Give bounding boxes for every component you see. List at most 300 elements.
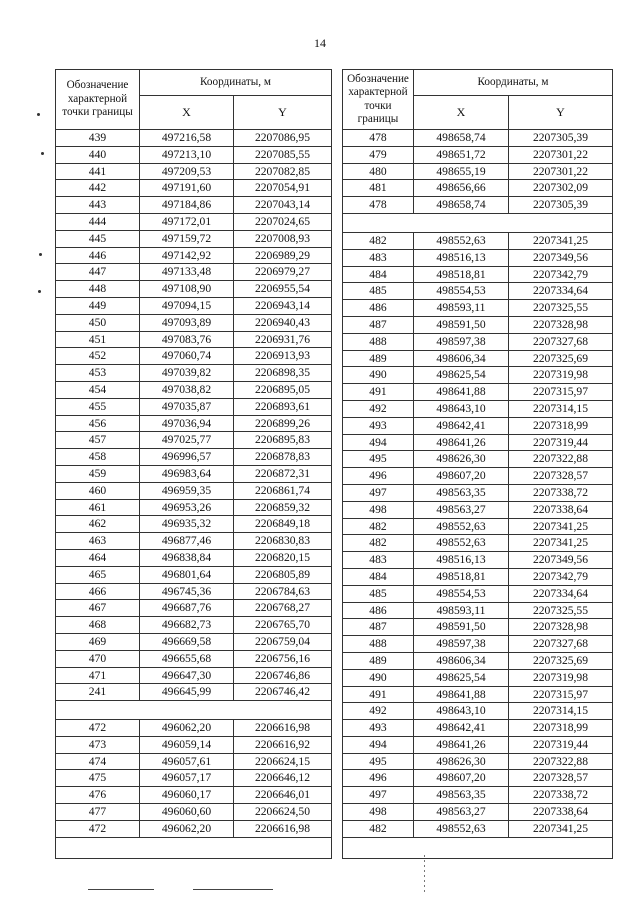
point-cell: 483: [343, 552, 414, 569]
point-cell: 469: [56, 633, 140, 650]
point-cell: 440: [56, 146, 140, 163]
table-row: [343, 300, 613, 317]
x-cell: 497060,74: [140, 348, 234, 365]
table-row: [56, 600, 332, 617]
table-row: [343, 434, 613, 451]
y-cell: 2206756,16: [234, 650, 332, 667]
x-cell: 497035,87: [140, 398, 234, 415]
coords-header: Координаты, м: [140, 70, 332, 96]
blank-cell: [343, 837, 613, 858]
y-cell: 2207341,25: [509, 232, 613, 249]
y-cell: 2207054,91: [234, 180, 332, 197]
x-cell: 496745,36: [140, 583, 234, 600]
designation-header: Обозначение характерной точки границы: [343, 70, 414, 130]
table-row: [56, 264, 332, 281]
y-cell: 2206913,93: [234, 348, 332, 365]
x-cell: 497093,89: [140, 314, 234, 331]
scan-line: [88, 889, 154, 890]
y-cell: 2207314,15: [509, 703, 613, 720]
table-row: [56, 163, 332, 180]
point-cell: 471: [56, 667, 140, 684]
table-row: [56, 297, 332, 314]
y-cell: 2207314,15: [509, 400, 613, 417]
table-row: [343, 669, 613, 686]
x-cell: 497209,53: [140, 163, 234, 180]
x-cell: 498658,74: [414, 130, 509, 147]
table-row: [343, 720, 613, 737]
point-cell: 491: [343, 686, 414, 703]
y-cell: 2207325,69: [509, 350, 613, 367]
y-cell: 2207327,68: [509, 636, 613, 653]
x-cell: 498642,41: [414, 720, 509, 737]
y-cell: 2207319,44: [509, 434, 613, 451]
y-cell: 2206872,31: [234, 465, 332, 482]
point-cell: 493: [343, 720, 414, 737]
table-row: [56, 146, 332, 163]
point-cell: 494: [343, 736, 414, 753]
x-cell: 498516,13: [414, 552, 509, 569]
point-cell: 450: [56, 314, 140, 331]
y-cell: 2207341,25: [509, 535, 613, 552]
y-cell: 2207319,44: [509, 736, 613, 753]
x-cell: 498656,66: [414, 180, 509, 197]
x-cell: 498625,54: [414, 367, 509, 384]
point-cell: 448: [56, 281, 140, 298]
x-cell: 497142,92: [140, 247, 234, 264]
table-row: [343, 652, 613, 669]
x-cell: 496062,20: [140, 820, 234, 837]
x-cell: 498591,50: [414, 619, 509, 636]
point-cell: 472: [56, 820, 140, 837]
x-cell: 498552,63: [414, 820, 509, 837]
left-coordinates-table: [55, 69, 332, 859]
table-row: [56, 650, 332, 667]
x-cell: 497191,60: [140, 180, 234, 197]
table-row: [343, 367, 613, 384]
point-cell: 492: [343, 400, 414, 417]
x-cell: 496838,84: [140, 549, 234, 566]
point-cell: 487: [343, 316, 414, 333]
table-row: [56, 247, 332, 264]
y-cell: 2207341,25: [509, 820, 613, 837]
table-row: [56, 432, 332, 449]
x-cell: 498641,88: [414, 686, 509, 703]
y-cell: 2206805,89: [234, 566, 332, 583]
table-row: [343, 535, 613, 552]
point-cell: 487: [343, 619, 414, 636]
point-cell: 442: [56, 180, 140, 197]
y-cell: 2207315,97: [509, 686, 613, 703]
scan-dots: [424, 855, 425, 893]
right-coordinates-table: [342, 69, 613, 859]
y-cell: 2207318,99: [509, 417, 613, 434]
x-cell: 498597,38: [414, 636, 509, 653]
y-cell: 2206895,05: [234, 381, 332, 398]
table-row: [343, 468, 613, 485]
x-cell: 497039,82: [140, 365, 234, 382]
point-cell: 482: [343, 820, 414, 837]
x-cell: 498626,30: [414, 451, 509, 468]
table-footer-row: [343, 837, 613, 858]
table-row: [343, 400, 613, 417]
table-row: [56, 415, 332, 432]
y-cell: 2207327,68: [509, 333, 613, 350]
scan-speck: [39, 253, 42, 256]
table-row: [56, 398, 332, 415]
table-row: [343, 619, 613, 636]
table-row: [56, 787, 332, 804]
y-cell: 2206943,14: [234, 297, 332, 314]
x-cell: 498655,19: [414, 163, 509, 180]
point-cell: 482: [343, 518, 414, 535]
x-cell: 498518,81: [414, 266, 509, 283]
table-row: [56, 365, 332, 382]
table-row: [56, 549, 332, 566]
y-cell: 2207349,56: [509, 552, 613, 569]
table-row: [343, 736, 613, 753]
point-cell: 455: [56, 398, 140, 415]
point-cell: 478: [343, 130, 414, 147]
x-cell: 496057,61: [140, 753, 234, 770]
table-row: [343, 568, 613, 585]
x-cell: 498607,20: [414, 770, 509, 787]
table-row: [343, 484, 613, 501]
y-cell: 2207338,72: [509, 787, 613, 804]
x-cell: 497036,94: [140, 415, 234, 432]
x-cell: 498593,11: [414, 300, 509, 317]
point-cell: 495: [343, 451, 414, 468]
table-row: [343, 686, 613, 703]
point-cell: 439: [56, 130, 140, 147]
y-cell: 2207024,65: [234, 213, 332, 230]
point-cell: 484: [343, 266, 414, 283]
x-cell: 496801,64: [140, 566, 234, 583]
point-cell: 498: [343, 501, 414, 518]
table-row: [56, 314, 332, 331]
table-row: [56, 684, 332, 701]
point-cell: 451: [56, 331, 140, 348]
table-row: [343, 820, 613, 837]
x-cell: 497133,48: [140, 264, 234, 281]
point-cell: 489: [343, 652, 414, 669]
table-row: [56, 533, 332, 550]
x-cell: 497172,01: [140, 213, 234, 230]
y-cell: 2207328,98: [509, 316, 613, 333]
point-cell: 496: [343, 468, 414, 485]
y-cell: 2206616,92: [234, 736, 332, 753]
y-cell: 2206746,42: [234, 684, 332, 701]
y-cell: 2207325,55: [509, 602, 613, 619]
x-cell: 498651,72: [414, 146, 509, 163]
table-row: [56, 770, 332, 787]
y-cell: 2206768,27: [234, 600, 332, 617]
y-cell: 2206989,29: [234, 247, 332, 264]
x-cell: 496057,17: [140, 770, 234, 787]
x-cell: 498606,34: [414, 350, 509, 367]
y-cell: 2206830,83: [234, 533, 332, 550]
y-cell: 2207325,55: [509, 300, 613, 317]
point-cell: 467: [56, 600, 140, 617]
x-cell: 497216,58: [140, 130, 234, 147]
table-row: [56, 130, 332, 147]
table-row: [56, 197, 332, 214]
y-cell: 2207334,64: [509, 585, 613, 602]
y-cell: 2206899,26: [234, 415, 332, 432]
x-cell: 498625,54: [414, 669, 509, 686]
y-cell: 2207318,99: [509, 720, 613, 737]
table-row: [56, 566, 332, 583]
table-row: [343, 585, 613, 602]
x-cell: 496953,26: [140, 499, 234, 516]
y-cell: 2206849,18: [234, 516, 332, 533]
y-cell: 2206624,15: [234, 753, 332, 770]
point-cell: 480: [343, 163, 414, 180]
point-cell: 490: [343, 367, 414, 384]
point-cell: 464: [56, 549, 140, 566]
point-cell: 470: [56, 650, 140, 667]
x-cell: 496059,14: [140, 736, 234, 753]
point-cell: 494: [343, 434, 414, 451]
y-cell: 2206878,83: [234, 449, 332, 466]
x-cell: 498607,20: [414, 468, 509, 485]
point-cell: 441: [56, 163, 140, 180]
table-row: [343, 602, 613, 619]
table-separator-row: [56, 701, 332, 720]
y-cell: 2206746,86: [234, 667, 332, 684]
y-cell: 2206898,35: [234, 365, 332, 382]
x-cell: 498641,26: [414, 434, 509, 451]
scan-line: [193, 889, 273, 890]
x-cell: 497025,77: [140, 432, 234, 449]
y-cell: 2207325,69: [509, 652, 613, 669]
designation-header: Обозначение характерной точки границы: [56, 70, 140, 130]
point-cell: 241: [56, 684, 140, 701]
point-cell: 446: [56, 247, 140, 264]
table-row: [343, 197, 613, 214]
y-cell: 2207305,39: [509, 130, 613, 147]
table-row: [343, 804, 613, 821]
table-row: [343, 350, 613, 367]
y-cell: 2206979,27: [234, 264, 332, 281]
y-cell: 2206931,76: [234, 331, 332, 348]
point-cell: 468: [56, 617, 140, 634]
table-row: [56, 804, 332, 821]
table-row: [343, 770, 613, 787]
y-cell: 2207302,09: [509, 180, 613, 197]
y-cell: 2207328,57: [509, 468, 613, 485]
point-cell: 473: [56, 736, 140, 753]
coords-header: Координаты, м: [414, 70, 613, 96]
x-cell: 496669,58: [140, 633, 234, 650]
x-cell: 496062,20: [140, 720, 234, 737]
x-cell: 497213,10: [140, 146, 234, 163]
y-cell: 2207349,56: [509, 249, 613, 266]
point-cell: 488: [343, 333, 414, 350]
point-cell: 490: [343, 669, 414, 686]
y-cell: 2207338,72: [509, 484, 613, 501]
table-row: [56, 516, 332, 533]
x-cell: 498597,38: [414, 333, 509, 350]
point-cell: 460: [56, 482, 140, 499]
y-cell: 2207043,14: [234, 197, 332, 214]
table-row: [343, 552, 613, 569]
table-row: [56, 820, 332, 837]
table-separator-row: [343, 213, 613, 232]
point-cell: 457: [56, 432, 140, 449]
table-row: [56, 736, 332, 753]
table-row: [56, 753, 332, 770]
y-cell: 2207008,93: [234, 230, 332, 247]
table-row: [343, 232, 613, 249]
table-row: [56, 583, 332, 600]
x-cell: 496682,73: [140, 617, 234, 634]
x-cell: 496996,57: [140, 449, 234, 466]
y-cell: 2206616,98: [234, 820, 332, 837]
page-number: 14: [314, 36, 326, 50]
y-cell: 2207342,79: [509, 568, 613, 585]
table-row: [343, 787, 613, 804]
table-row: [343, 417, 613, 434]
point-cell: 475: [56, 770, 140, 787]
y-cell: 2207301,22: [509, 163, 613, 180]
point-cell: 497: [343, 484, 414, 501]
y-cell: 2207328,57: [509, 770, 613, 787]
table-row: [343, 249, 613, 266]
x-header: X: [140, 96, 234, 130]
point-cell: 456: [56, 415, 140, 432]
table-row: [343, 163, 613, 180]
table-row: [343, 283, 613, 300]
y-cell: 2207301,22: [509, 146, 613, 163]
x-cell: 498552,63: [414, 232, 509, 249]
x-cell: 498591,50: [414, 316, 509, 333]
point-cell: 477: [56, 804, 140, 821]
x-cell: 498518,81: [414, 568, 509, 585]
point-cell: 481: [343, 180, 414, 197]
x-cell: 497184,86: [140, 197, 234, 214]
x-header: X: [414, 96, 509, 130]
point-cell: 462: [56, 516, 140, 533]
table-row: [56, 281, 332, 298]
x-cell: 497108,90: [140, 281, 234, 298]
point-cell: 465: [56, 566, 140, 583]
x-cell: 498626,30: [414, 753, 509, 770]
x-cell: 498554,53: [414, 585, 509, 602]
x-cell: 496060,17: [140, 787, 234, 804]
scan-speck: [37, 113, 40, 116]
point-cell: 478: [343, 197, 414, 214]
table-row: [56, 348, 332, 365]
y-cell: 2207319,98: [509, 367, 613, 384]
blank-cell: [343, 213, 613, 232]
scan-speck: [38, 290, 41, 293]
point-cell: 482: [343, 535, 414, 552]
table-row: [56, 499, 332, 516]
y-cell: 2207322,88: [509, 451, 613, 468]
y-cell: 2206624,50: [234, 804, 332, 821]
y-cell: 2206820,15: [234, 549, 332, 566]
y-cell: 2207086,95: [234, 130, 332, 147]
point-cell: 447: [56, 264, 140, 281]
point-cell: 488: [343, 636, 414, 653]
y-cell: 2206955,54: [234, 281, 332, 298]
point-cell: 445: [56, 230, 140, 247]
x-cell: 498643,10: [414, 400, 509, 417]
point-cell: 459: [56, 465, 140, 482]
y-cell: 2207338,64: [509, 501, 613, 518]
table-row: [343, 146, 613, 163]
x-cell: 498593,11: [414, 602, 509, 619]
table-row: [343, 130, 613, 147]
y-cell: 2207305,39: [509, 197, 613, 214]
table-row: [343, 753, 613, 770]
table-row: [343, 384, 613, 401]
point-cell: 486: [343, 300, 414, 317]
y-cell: 2207334,64: [509, 283, 613, 300]
table-row: [56, 331, 332, 348]
y-cell: 2206759,04: [234, 633, 332, 650]
table-row: [343, 703, 613, 720]
y-cell: 2207328,98: [509, 619, 613, 636]
x-cell: 498563,35: [414, 787, 509, 804]
x-cell: 496060,60: [140, 804, 234, 821]
point-cell: 458: [56, 449, 140, 466]
table-footer-row: [56, 837, 332, 858]
x-cell: 497038,82: [140, 381, 234, 398]
y-header: Y: [509, 96, 613, 130]
y-cell: 2207085,55: [234, 146, 332, 163]
x-cell: 498552,63: [414, 518, 509, 535]
x-cell: 496687,76: [140, 600, 234, 617]
point-cell: 452: [56, 348, 140, 365]
x-cell: 497094,15: [140, 297, 234, 314]
point-cell: 472: [56, 720, 140, 737]
x-cell: 496645,99: [140, 684, 234, 701]
table-row: [56, 180, 332, 197]
x-cell: 498643,10: [414, 703, 509, 720]
point-cell: 466: [56, 583, 140, 600]
table-row: [56, 381, 332, 398]
table-row: [56, 213, 332, 230]
point-cell: 496: [343, 770, 414, 787]
point-cell: 493: [343, 417, 414, 434]
point-cell: 498: [343, 804, 414, 821]
point-cell: 453: [56, 365, 140, 382]
x-cell: 498563,27: [414, 804, 509, 821]
y-cell: 2206895,83: [234, 432, 332, 449]
point-cell: 484: [343, 568, 414, 585]
point-cell: 492: [343, 703, 414, 720]
y-cell: 2207322,88: [509, 753, 613, 770]
x-cell: 496959,35: [140, 482, 234, 499]
point-cell: 474: [56, 753, 140, 770]
x-cell: 498642,41: [414, 417, 509, 434]
x-cell: 496935,32: [140, 516, 234, 533]
point-cell: 443: [56, 197, 140, 214]
x-cell: 497083,76: [140, 331, 234, 348]
x-cell: 496983,64: [140, 465, 234, 482]
point-cell: 449: [56, 297, 140, 314]
point-cell: 483: [343, 249, 414, 266]
blank-cell: [56, 701, 332, 720]
x-cell: 496655,68: [140, 650, 234, 667]
point-cell: 482: [343, 232, 414, 249]
table-row: [56, 482, 332, 499]
point-cell: 461: [56, 499, 140, 516]
table-row: [56, 465, 332, 482]
x-cell: 498554,53: [414, 283, 509, 300]
y-cell: 2207338,64: [509, 804, 613, 821]
